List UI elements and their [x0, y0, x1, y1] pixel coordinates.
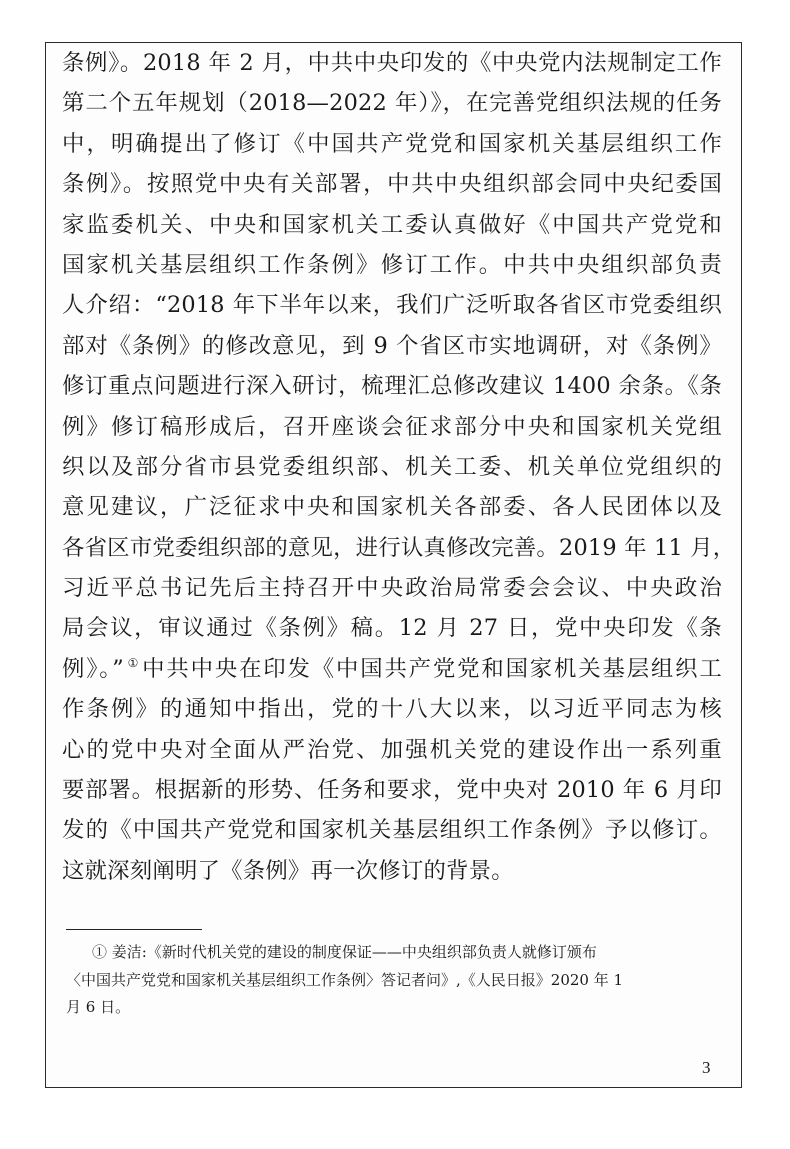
text-line-with-footnote-ref [62, 649, 722, 689]
text-line-last: 这就深刻阐明了《条例》再一次修订的背景。 [62, 857, 514, 884]
text-line: 条例》。2018 年 2 月，中共中央印发的《中央党内法规制定工作 [62, 50, 722, 76]
body-text [62, 43, 736, 891]
text-line: 条例》。按照党中央有关部署，中共中央组织部会同中央纪委国 [62, 171, 722, 198]
footnote-divider [66, 929, 202, 930]
text-fragment: 中共中央在印发《中国共产党党和国家机关基层组织工 [142, 655, 722, 682]
text-line: 各省区市党委组织部的意见，进行认真修改完善。2019 年 11 月， [62, 534, 736, 561]
footnote-line: 〈中国共产党党和国家机关基层组织工作条例〉答记者问》,《人民日报》2020 年 1 [66, 970, 624, 989]
page-number: 3 [702, 1058, 711, 1077]
text-line: 修订重点问题进行深入研讨，梳理汇总修改建议 1400 余条。《条 [62, 373, 722, 400]
footnote [66, 939, 720, 1022]
text-line: 人介绍：“2018 年下半年以来，我们广泛听取各省区市党委组织 [62, 292, 722, 319]
text-line: 局会议，审议通过《条例》稿。12 月 27 日，党中央印发《条 [62, 615, 722, 642]
text-line: 习近平总书记先后主持召开中央政治局常委会会议、中央政治 [62, 575, 722, 602]
text-line: 织以及部分省市县党委组织部、机关工委、机关单位党组织的 [62, 453, 722, 480]
footnote-reference-mark[interactable]: ① [125, 656, 141, 671]
text-line: 国家机关基层组织工作条例》修订工作。中共中央组织部负责 [62, 251, 722, 278]
text-fragment: 例》。” [62, 655, 124, 682]
text-line: 部对《条例》的修改意见，到 9 个省区市实地调研，对《条例》 [62, 332, 722, 359]
text-line: 家监委机关、中央和国家机关工委认真做好《中国共产党党和 [62, 211, 722, 238]
text-line: 中，明确提出了修订《中国共产党党和国家机关基层组织工作 [62, 130, 722, 157]
text-line: 例》修订稿形成后，召开座谈会征求部分中央和国家机关党组 [62, 413, 722, 440]
footnote-line: 月 6 日。 [66, 998, 131, 1016]
text-line: 作条例》的通知中指出，党的十八大以来，以习近平同志为核 [62, 696, 722, 723]
text-line: 心的党中央对全面从严治党、加强机关党的建设作出一系列重 [62, 736, 722, 763]
text-line: 发的《中国共产党党和国家机关基层组织工作条例》予以修订。 [62, 817, 722, 844]
footnote-line: ① 姜洁:《新时代机关党的建设的制度保证——中央组织部负责人就修订颁布 [92, 943, 597, 961]
text-line: 意见建议，广泛征求中央和国家机关各部委、各人民团体以及 [62, 494, 722, 521]
text-line: 第二个五年规划（2018—2022 年）》，在完善党组织法规的任务 [62, 90, 722, 117]
text-line: 要部署。根据新的形势、任务和要求，党中央对 2010 年 6 月印 [62, 777, 722, 804]
